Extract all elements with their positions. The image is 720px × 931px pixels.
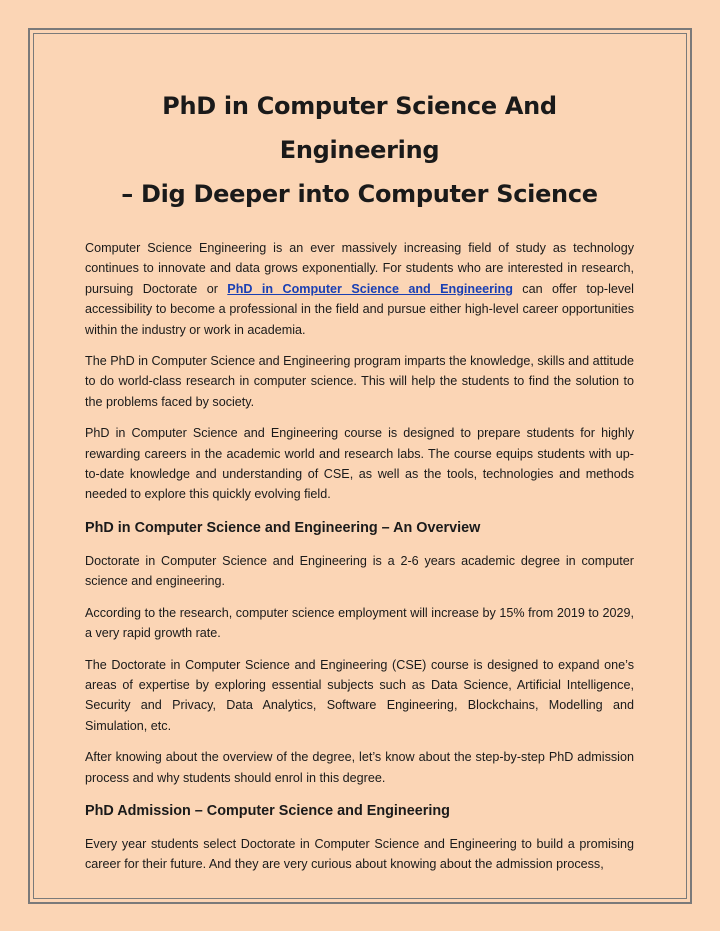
title-line-2: – Dig Deeper into Computer Science <box>121 180 598 208</box>
paragraph-course: PhD in Computer Science and Engineering course is designed to prepare students for highly rewarding careers in the academic world and research labs. The course equips students with up-to-date knowledge and understanding of CSE, as well as the tools, technologies and methods needed to explore this quickly evolving field. <box>85 426 634 502</box>
title-line-1: PhD in Computer Science And Engineering <box>162 92 557 164</box>
document-body <box>85 84 634 886</box>
intro-text-before-link: Computer Science Engineering is an ever massively increasing field of study as technology continues to innovate and data grows exponentially. For students who are interested in research, pursuing Doctorate or <box>85 241 634 296</box>
document-title <box>85 84 634 216</box>
paragraph-program: The PhD in Computer Science and Engineering program imparts the knowledge, skills and attitude to do world-class research in computer science. This will help the students to find the solution to the problems faced by society. <box>85 354 634 409</box>
intro-paragraph <box>85 238 634 340</box>
phd-cse-link[interactable]: PhD in Computer Science and Engineering <box>227 281 513 296</box>
heading-admission: PhD Admission – Computer Science and Engineering <box>85 802 450 819</box>
intro-text-after-link: can offer top-level accessibility to become a professional in the field and pursue either high-level career opportunities within the industry or work in academia. <box>85 281 634 337</box>
paragraph-duration: Doctorate in Computer Science and Engineering is a 2-6 years academic degree in computer science and engineering. <box>85 553 634 589</box>
paragraph-transition: After knowing about the overview of the degree, let’s know about the step-by-step PhD admission process and why students should enrol in this degree. <box>85 750 634 785</box>
paragraph-subjects: The Doctorate in Computer Science and Engineering (CSE) course is designed to expand one’s areas of expertise by exploring essential subjects such as Data Science, Artificial Intelligence, Security and Privacy, Data Analytics, Software Engineering, Blockchains, Modelling and Simulation, etc. <box>85 657 634 733</box>
heading-overview: PhD in Computer Science and Engineering – An Overview <box>85 519 481 536</box>
paragraph-admission: Every year students select Doctorate in Computer Science and Engineering to build a promising career for their future. And they are very curious about knowing about the admission process, <box>85 836 634 872</box>
paragraph-employment: According to the research, computer science employment will increase by 15% from 2019 to 2029, a very rapid growth rate. <box>85 605 634 641</box>
